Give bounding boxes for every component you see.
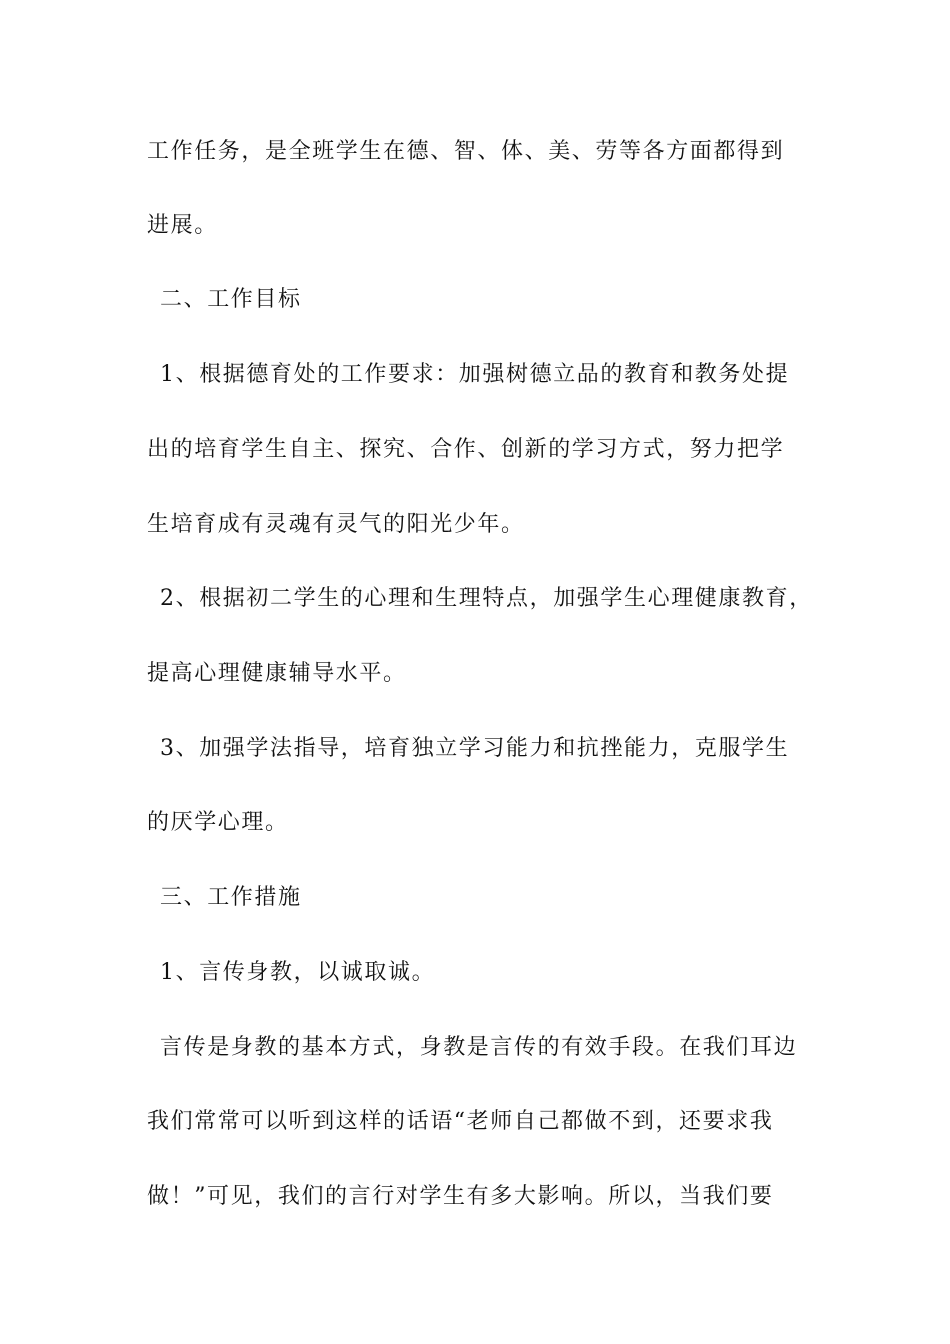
- section-heading-goals: 二、工作目标: [160, 287, 302, 312]
- text-line-7: 2、根据初二学生的心理和生理特点，加强学生心理健康教育，: [160, 586, 813, 611]
- text-line-9: 3、加强学法指导，培育独立学习能力和抗挫能力，克服学生: [160, 736, 790, 761]
- text-line-2: 进展。: [147, 213, 218, 238]
- text-line-1: 工作任务，是全班学生在德、智、体、美、劳等各方面都得到: [147, 139, 785, 164]
- text-line-12: 1、言传身教，以诚取诚。: [160, 960, 436, 985]
- text-line-14: 我们常常可以听到这样的话语“老师自己都做不到，还要求我: [147, 1109, 774, 1134]
- text-line-4: 1、根据德育处的工作要求：加强树德立品的教育和教务处提: [160, 362, 790, 387]
- text-line-13: 言传是身教的基本方式，身教是言传的有效手段。在我们耳边: [160, 1035, 798, 1060]
- section-heading-measures: 三、工作措施: [160, 885, 302, 910]
- text-line-8: 提高心理健康辅导水平。: [147, 661, 407, 686]
- text-line-15: 做！”可见，我们的言行对学生有多大影响。所以，当我们要: [147, 1184, 774, 1209]
- text-line-10: 的厌学心理。: [147, 810, 289, 835]
- text-line-5: 出的培育学生自主、探究、合作、创新的学习方式，努力把学: [147, 437, 785, 462]
- text-line-6: 生培育成有灵魂有灵气的阳光少年。: [147, 512, 525, 537]
